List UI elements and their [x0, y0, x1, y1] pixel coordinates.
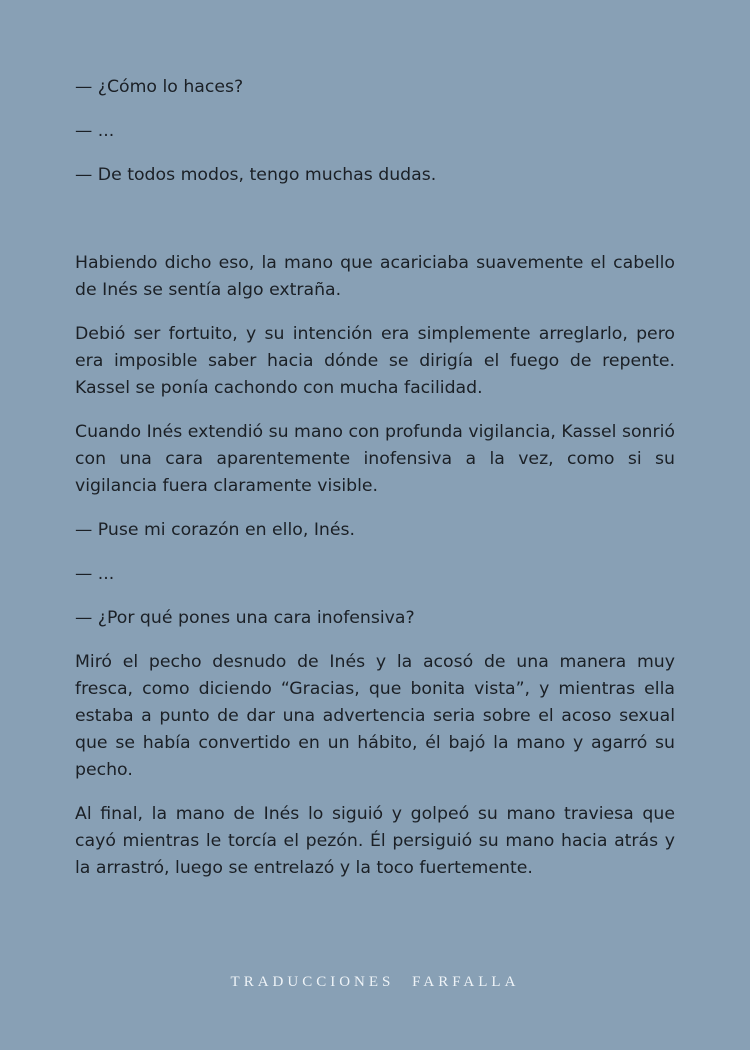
dialogue-line: — ... [75, 564, 115, 584]
page-footer-credit: TRADUCCIONES FARFALLA [230, 974, 520, 990]
paragraph: Miró el pecho desnudo de Inés y la acosó de una manera muy fresca, como diciendo “Gracias, que bonita vista”, y mientras ella estaba a punto de dar una advertencia seria sobre el acoso sexual que se había convertido en un hábito, él bajó la mano y agarró su pecho. [75, 652, 675, 780]
paragraph: Cuando Inés extendió su mano con profunda vigilancia, Kassel sonrió con una cara aparentemente inofensiva a la vez, como si su vigilancia fuera claramente visible. [75, 422, 675, 496]
paragraph: Debió ser fortuito, y su intención era simplemente arreglarlo, pero era imposible saber hacia dónde se dirigía el fuego de repente. Kassel se ponía cachondo con mucha facilidad. [75, 324, 675, 398]
dialogue-line: — Puse mi corazón en ello, Inés. [75, 520, 356, 540]
dialogue-line: — ¿Por qué pones una cara inofensiva? [75, 608, 415, 628]
page-body [75, 74, 675, 899]
dialogue-line: — De todos modos, tengo muchas dudas. [75, 165, 437, 185]
paragraph: Al final, la mano de Inés lo siguió y golpeó su mano traviesa que cayó mientras le torcía el pezón. Él persiguió su mano hacia atrás y la arrastró, luego se entrelazó y la toco fuertemente. [75, 804, 675, 878]
dialogue-line: — ... [75, 121, 115, 141]
paragraph: Habiendo dicho eso, la mano que acariciaba suavemente el cabello de Inés se sentía algo extraña. [75, 253, 675, 300]
dialogue-line: — ¿Cómo lo haces? [75, 77, 244, 97]
